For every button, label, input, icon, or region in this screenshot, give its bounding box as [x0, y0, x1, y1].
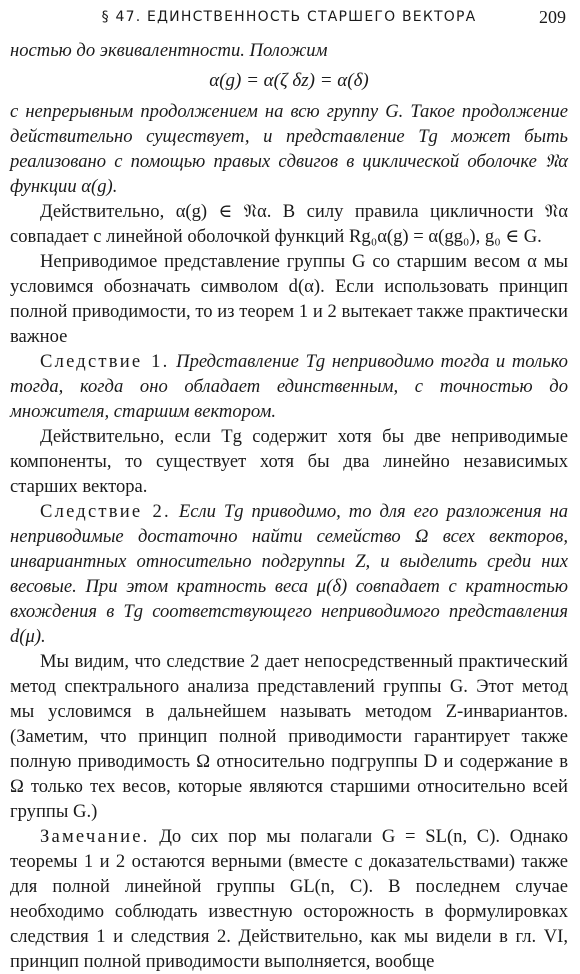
paragraph-corollary-1-proof: Действительно, если Tg содержит хотя бы две неприводимые компоненты, то существует хотя бы два линейно независимых старших вектора.: [10, 426, 568, 497]
corollary-2-label: Следствие 2.: [40, 501, 171, 522]
corollary-2-text: Если Tg приводимо, то для его разложения на неприводимые достаточно найти семейство Ω всех векторов, инвариантных относительно подгруппы Z, и выделить среди них весовые. При этом кратность веса μ(δ) совпадает с кратностью вхождения в Tg соответствующего неприводимого представления d(μ).: [10, 501, 568, 647]
remark: [10, 824, 568, 974]
paragraph-extension: с непрерывным продолжением на всю группу G. Такое продолжение действительно существует, и представление Tg может быть реализовано с помощью правых сдвигов в циклической оболочке 𝔑α функции α(g).: [10, 101, 568, 197]
paragraph-continuation: ностью до эквивалентности. Положим: [10, 40, 328, 61]
running-header: [10, 0, 568, 38]
corollary-1-text: Представление Tg неприводимо тогда и только тогда, когда оно обладает единственным, с точностью до множителя, старшим вектором.: [10, 351, 568, 422]
page-number: 209: [539, 7, 566, 27]
section-title: § 47. ЕДИНСТВЕННОСТЬ СТАРШЕГО ВЕКТОРА: [101, 9, 477, 25]
page-body: [10, 38, 568, 974]
paragraph-notation: Неприводимое представление группы G со старшим весом α мы условимся обозначать символом d(α). Если использовать принцип полной приводимости, то из теорем 1 и 2 вытекает также практически важное: [10, 251, 568, 347]
remark-text: До сих пор мы полагали G = SL(n, C). Однако теоремы 1 и 2 остаются верными (вместе с доказательствами) также для полной линейной группы GL(n, C). В последнем случае необходимо соблюдать известную осторожность в формулировках следствия 1 и следствия 2. Действительно, как мы видели в гл. VI, принцип полной приводимости выполняется, вообще: [10, 826, 568, 972]
remark-label: Замечание.: [40, 826, 150, 847]
corollary-2: [10, 499, 568, 649]
paragraph-method: Мы видим, что следствие 2 дает непосредственный практический метод спектрального анализа представлений группы G. Этот метод мы условимся в дальнейшем называть методом Z-инвариантов. (Заметим, что принцип полной приводимости гарантирует также полную приводимость Ω относительно подгруппы D и содержание в Ω только тех весов, которые являются старшими относительно всей группы G.): [10, 651, 568, 822]
corollary-1: [10, 349, 568, 424]
corollary-1-label: Следствие 1.: [40, 351, 170, 372]
formula: α(g) = α(ζ δz) = α(δ): [209, 70, 369, 91]
paragraph-proof: Действительно, α(g) ∈ 𝔑α. В силу правила цикличности 𝔑α совпадает с линейной оболочкой функций Rg₀α(g) = α(gg₀), g₀ ∈ G.: [10, 201, 568, 247]
